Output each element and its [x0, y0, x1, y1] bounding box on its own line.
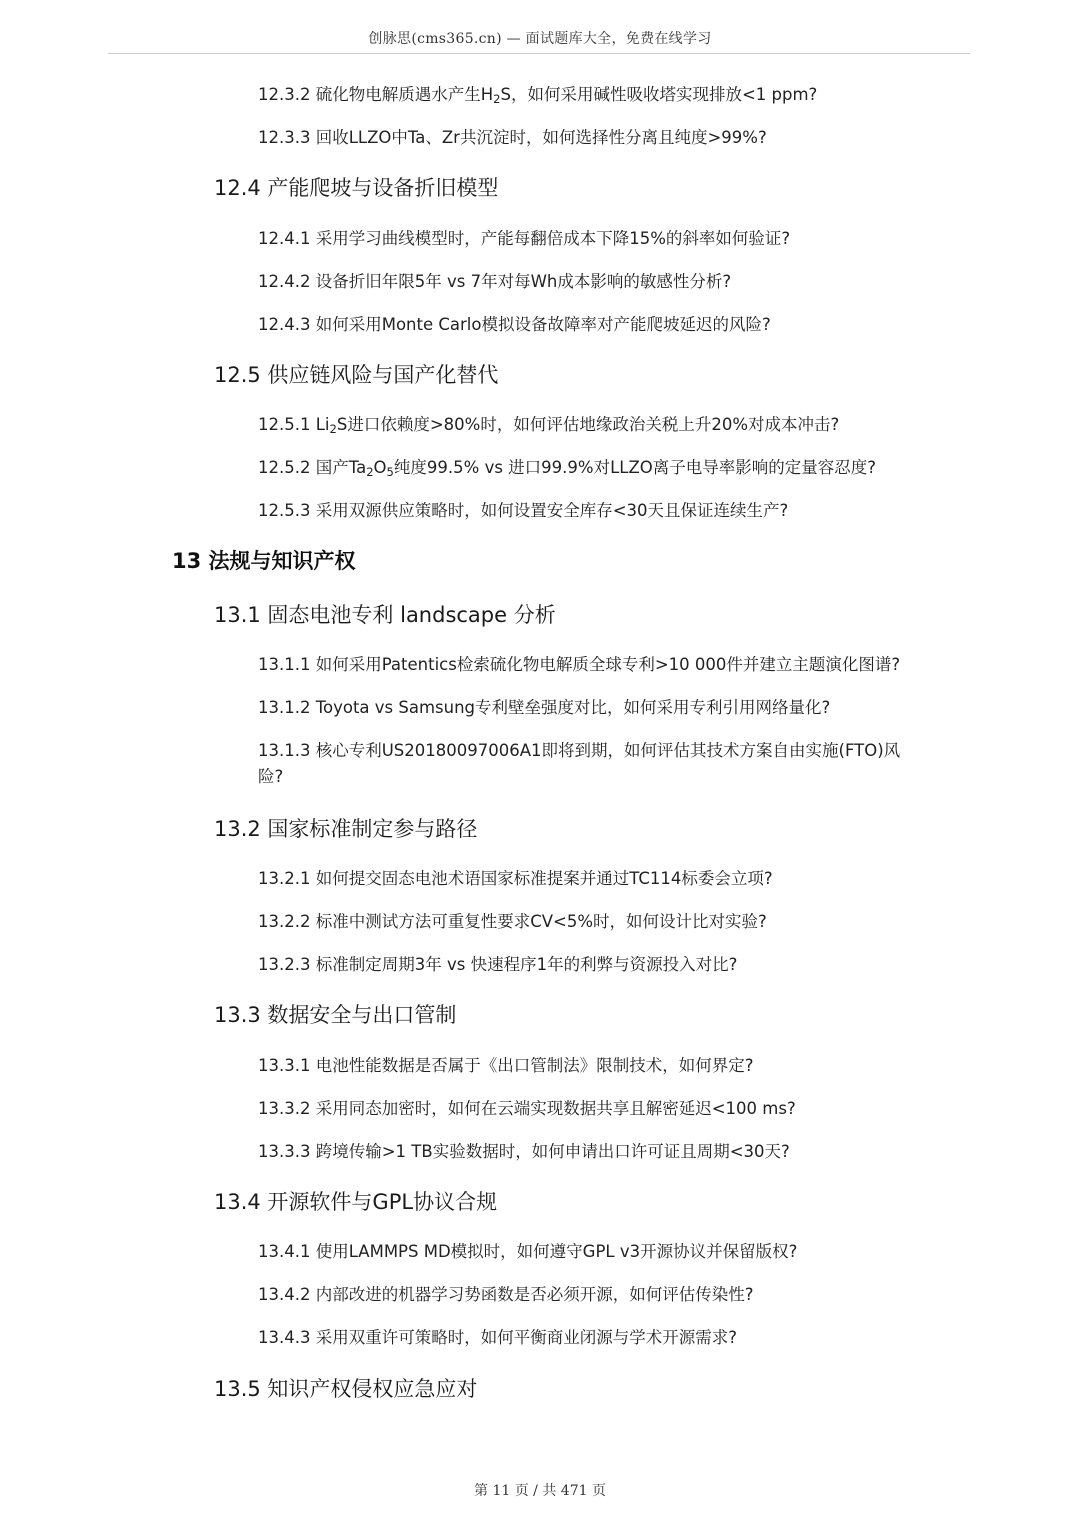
question-13-4-2: 13.4.2 内部改进的机器学习势函数是否必须开源，如何评估传染性? — [258, 1285, 754, 1304]
question-12-4-3: 12.4.3 如何采用Monte Carlo模拟设备故障率对产能爬坡延迟的风险? — [258, 315, 771, 334]
question-13-3-3: 13.3.3 跨境传输>1 TB实验数据时，如何申请出口许可证且周期<30天? — [258, 1142, 790, 1161]
section-heading-12-4: 12.4 产能爬坡与设备折旧模型 — [214, 176, 499, 200]
question-12-3-3: 12.3.3 回收LLZO中Ta、Zr共沉淀时，如何选择性分离且纯度>99%? — [258, 128, 767, 147]
question-13-4-3: 13.4.3 采用双重许可策略时，如何平衡商业闭源与学术开源需求? — [258, 1328, 737, 1347]
question-12-5-2: 12.5.2 国产$Ta_2O_5$纯度99.5% vs 进口99.9%对LLZO离子电导率影响的定量容忍度? — [258, 458, 877, 479]
question-12-5-1: 12.5.1 $Li_2S$进口依赖度>80%时，如何评估地缘政治关税上升20%对成本冲击? — [258, 415, 840, 436]
page-header: 创脉思(cms365.cn) — 面试题库大全，免费在线学习 — [368, 31, 712, 47]
chapter-heading-13: 13 法规与知识产权 — [172, 549, 356, 573]
question-12-3-2: 12.3.2 硫化物电解质遇水产生$H_2S$，如何采用碱性吸收塔实现排放<1 ppm? — [258, 85, 818, 106]
section-heading-13-1: 13.1 固态电池专利 landscape 分析 — [214, 603, 556, 627]
question-12-4-1: 12.4.1 采用学习曲线模型时，产能每翻倍成本下降15%的斜率如何验证? — [258, 229, 791, 248]
question-13-4-1: 13.4.1 使用LAMMPS MD模拟时，如何遵守GPL v3开源协议并保留版权? — [258, 1242, 798, 1261]
question-13-2-3: 13.2.3 标准制定周期3年 vs 快速程序1年的利弊与资源投入对比? — [258, 955, 738, 974]
question-13-1-2: 13.1.2 Toyota vs Samsung专利壁垒强度对比，如何采用专利引用网络量化? — [258, 698, 831, 717]
question-13-2-2: 13.2.2 标准中测试方法可重复性要求CV<5%时，如何设计比对实验? — [258, 912, 767, 931]
section-heading-13-5: 13.5 知识产权侵权应急应对 — [214, 1377, 478, 1401]
question-13-1-1: 13.1.1 如何采用Patentics检索硫化物电解质全球专利>10 000件并建立主题演化图谱? — [258, 655, 901, 674]
page-footer: 第 11 页 / 共 471 页 — [474, 1483, 606, 1499]
question-12-5-3: 12.5.3 采用双源供应策略时，如何设置安全库存<30天且保证连续生产? — [258, 501, 789, 520]
section-heading-12-5: 12.5 供应链风险与国产化替代 — [214, 363, 499, 387]
header-divider — [108, 53, 970, 54]
question-13-3-1: 13.3.1 电池性能数据是否属于《出口管制法》限制技术，如何界定? — [258, 1056, 754, 1075]
section-heading-13-3: 13.3 数据安全与出口管制 — [214, 1003, 457, 1027]
question-12-4-2: 12.4.2 设备折旧年限5年 vs 7年对每Wh成本影响的敏感性分析? — [258, 272, 732, 291]
question-13-1-3: 13.1.3 核心专利US20180097006A1即将到期，如何评估其技术方案自由实施(FTO)风险? — [258, 741, 901, 786]
question-13-3-2: 13.3.2 采用同态加密时，如何在云端实现数据共享且解密延迟<100 ms? — [258, 1099, 796, 1118]
section-heading-13-2: 13.2 国家标准制定参与路径 — [214, 817, 478, 841]
section-heading-13-4: 13.4 开源软件与GPL协议合规 — [214, 1190, 498, 1214]
question-13-2-1: 13.2.1 如何提交固态电池术语国家标准提案并通过TC114标委会立项? — [258, 869, 773, 888]
